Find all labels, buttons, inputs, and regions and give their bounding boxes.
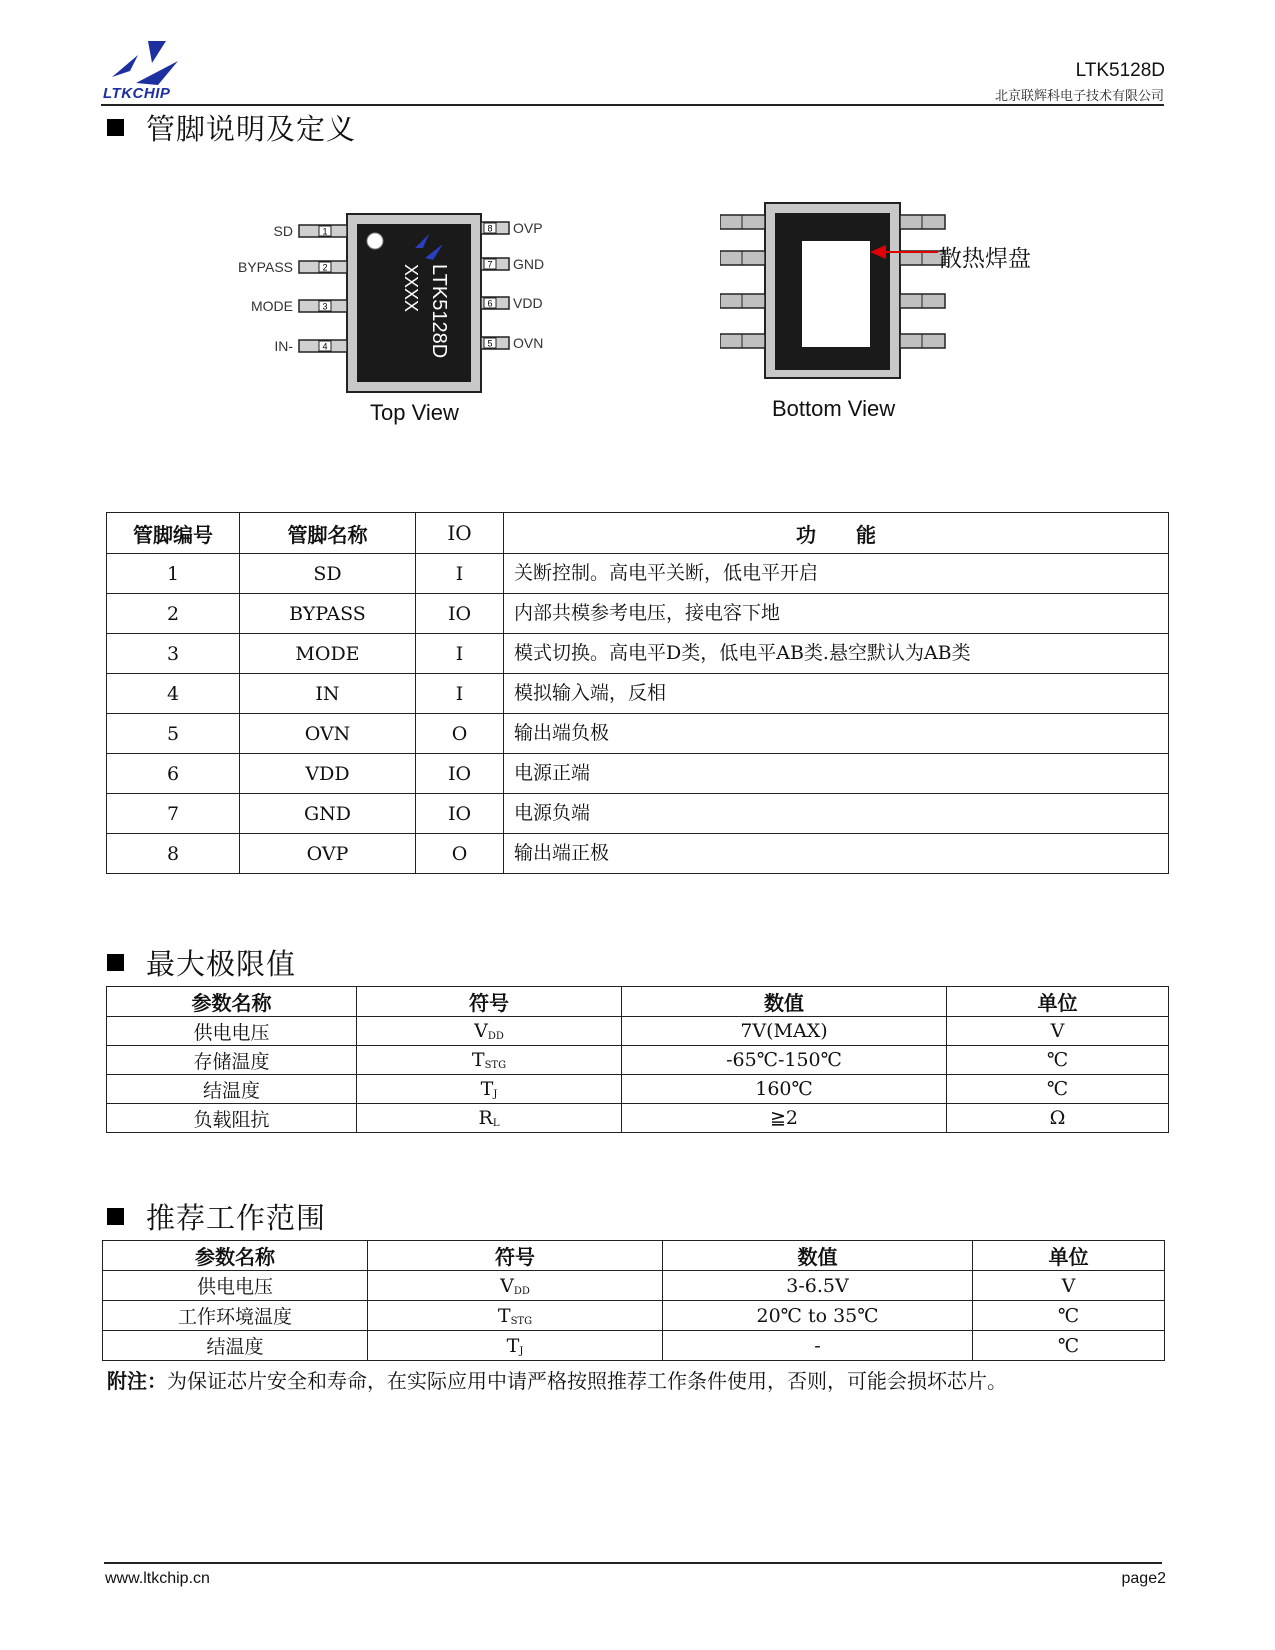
- unit: V: [973, 1271, 1165, 1301]
- symbol: [368, 1301, 663, 1331]
- left-pin-name: BYPASS: [238, 259, 293, 275]
- footer-url[interactable]: www.ltkchip.cn: [105, 1570, 210, 1587]
- pin-io: O: [416, 834, 504, 874]
- chip-marking: LTK5128D: [428, 264, 450, 359]
- symbol: [368, 1271, 663, 1301]
- section-title-abs-max: [107, 942, 296, 983]
- symbol-subscript: STG: [510, 1315, 533, 1327]
- symbol-subscript: DD: [487, 1031, 504, 1042]
- right-pin-name: VDD: [513, 295, 543, 311]
- unit: ℃: [947, 1075, 1169, 1104]
- pin-number: 5: [107, 714, 240, 754]
- abs-max-table: [106, 986, 1169, 1133]
- pin-table-header-row: [107, 513, 1169, 554]
- bottom-view-label: Bottom View: [772, 396, 896, 421]
- col-header-value: 数值: [622, 987, 947, 1017]
- thermal-pad: [802, 241, 870, 347]
- top-view-diagram: [235, 200, 565, 395]
- doc-title: LTK5128D: [1075, 60, 1165, 81]
- pin-number: 6: [107, 754, 240, 794]
- pin-name: OVP: [240, 834, 416, 874]
- table-row: [107, 754, 1169, 794]
- section-title-text: 推荐工作范围: [146, 1201, 327, 1235]
- col-header-value: 数值: [663, 1241, 973, 1271]
- left-pins: [238, 223, 347, 354]
- pin-function: 关断控制。高电平关断，低电平开启: [504, 554, 1169, 594]
- value: 160℃: [622, 1075, 947, 1104]
- pin-name: SD: [240, 554, 416, 594]
- left-pin-name: MODE: [251, 298, 293, 314]
- symbol-letter: V: [474, 1020, 488, 1042]
- rec-table-header-row: [103, 1241, 1165, 1271]
- pin-number: 4: [107, 674, 240, 714]
- right-pin-number: 5: [487, 338, 493, 349]
- col-header-symbol: 符号: [368, 1241, 663, 1271]
- table-row: [107, 714, 1169, 754]
- chip-code: XXXX: [401, 264, 421, 313]
- bullet-square-icon: [107, 119, 124, 136]
- pin-number: 3: [107, 634, 240, 674]
- right-pin-name: OVN: [513, 335, 544, 351]
- param-name: 供电电压: [107, 1017, 357, 1046]
- col-header-unit: 单位: [947, 987, 1169, 1017]
- section-title-text: 管脚说明及定义: [146, 112, 357, 146]
- pin-name: GND: [240, 794, 416, 834]
- pin-function: 模式切换。高电平D类，低电平AB类.悬空默认为AB类: [504, 634, 1169, 674]
- col-header-func: 功 能: [504, 513, 1169, 554]
- section-title-recommended: [107, 1196, 326, 1237]
- pin-function: 模拟输入端，反相: [504, 674, 1169, 714]
- table-row: [107, 594, 1169, 634]
- pin-number: 2: [107, 594, 240, 634]
- pin-name: VDD: [240, 754, 416, 794]
- col-header-param: 参数名称: [107, 987, 357, 1017]
- symbol-subscript: J: [519, 1345, 524, 1357]
- param-name: 存储温度: [107, 1046, 357, 1075]
- symbol-letter: T: [480, 1078, 494, 1100]
- symbol: [368, 1331, 663, 1361]
- col-header-symbol: 符号: [357, 987, 622, 1017]
- unit: ℃: [947, 1046, 1169, 1075]
- col-header-param: 参数名称: [103, 1241, 368, 1271]
- unit: V: [947, 1017, 1169, 1046]
- symbol-letter: T: [471, 1049, 485, 1071]
- col-header-name: 管脚名称: [240, 513, 416, 554]
- left-pin-name: IN-: [274, 338, 293, 354]
- pin-number: 1: [107, 554, 240, 594]
- param-name: 供电电压: [103, 1271, 368, 1301]
- value: 7V(MAX): [622, 1017, 947, 1046]
- symbol: [357, 1104, 622, 1133]
- right-pin-number: 6: [487, 298, 493, 309]
- pin-io: I: [416, 674, 504, 714]
- table-row: [103, 1331, 1165, 1361]
- pin1-dot-icon: [367, 233, 383, 249]
- pin-io: O: [416, 714, 504, 754]
- company-name: 北京联辉科电子技术有限公司: [994, 89, 1164, 104]
- col-header-io: IO: [416, 513, 504, 554]
- symbol-letter: V: [500, 1274, 514, 1297]
- value: 20℃ to 35℃: [663, 1301, 973, 1331]
- symbol-subscript: STG: [484, 1060, 507, 1071]
- section-title-pin-def: [107, 107, 356, 148]
- table-row: [107, 1104, 1169, 1133]
- symbol: [357, 1017, 622, 1046]
- table-row: [107, 1075, 1169, 1104]
- top-view-label: Top View: [370, 400, 459, 425]
- logo-text: LTKCHIP: [103, 85, 171, 102]
- symbol-subscript: L: [492, 1118, 500, 1129]
- col-header-num: 管脚编号: [107, 513, 240, 554]
- table-row: [107, 634, 1169, 674]
- table-row: [103, 1301, 1165, 1331]
- param-name: 结温度: [107, 1075, 357, 1104]
- note-label: 附注：: [107, 1369, 167, 1393]
- bullet-square-icon: [107, 1208, 124, 1225]
- symbol-letter: T: [506, 1334, 520, 1357]
- pin-io: I: [416, 554, 504, 594]
- symbol-subscript: DD: [513, 1285, 530, 1297]
- unit: ℃: [973, 1331, 1165, 1361]
- symbol-subscript: J: [493, 1089, 498, 1100]
- note-text: 为保证芯片安全和寿命，在实际应用中请严格按照推荐工作条件使用，否则，可能会损坏芯片。: [167, 1369, 1007, 1393]
- table-row: [107, 554, 1169, 594]
- value: ≧2: [622, 1104, 947, 1133]
- pin-table: [106, 512, 1169, 874]
- pin-number: 8: [107, 834, 240, 874]
- pin-io: IO: [416, 594, 504, 634]
- pin-function: 输出端负极: [504, 714, 1169, 754]
- table-row: [107, 834, 1169, 874]
- pin-name: MODE: [240, 634, 416, 674]
- value: -65℃-150℃: [622, 1046, 947, 1075]
- header-rule: [101, 104, 1164, 106]
- pin-name: OVN: [240, 714, 416, 754]
- section-title-text: 最大极限值: [146, 947, 297, 981]
- col-header-unit: 单位: [973, 1241, 1165, 1271]
- recommended-table: [102, 1240, 1165, 1361]
- left-pin-name: SD: [273, 223, 293, 239]
- unit: ℃: [973, 1301, 1165, 1331]
- symbol: [357, 1046, 622, 1075]
- pin-function: 内部共模参考电压，接电容下地: [504, 594, 1169, 634]
- table-row: [107, 1017, 1169, 1046]
- symbol-letter: T: [497, 1304, 511, 1327]
- value: 3-6.5V: [663, 1271, 973, 1301]
- symbol-letter: R: [478, 1107, 493, 1129]
- pin-number: 7: [107, 794, 240, 834]
- left-pin-number: 3: [322, 301, 328, 312]
- footer-page-number: page2: [1121, 1570, 1166, 1587]
- left-pin-number: 2: [322, 262, 328, 273]
- right-pins: [481, 220, 544, 351]
- table-row: [107, 674, 1169, 714]
- table-row: [107, 794, 1169, 834]
- abs-table-header-row: [107, 987, 1169, 1017]
- left-pin-number: 1: [322, 226, 328, 237]
- right-pin-number: 7: [487, 259, 493, 270]
- param-name: 工作环境温度: [103, 1301, 368, 1331]
- right-pin-name: GND: [513, 256, 545, 272]
- left-pin-number: 4: [322, 341, 328, 352]
- pin-function: 电源负端: [504, 794, 1169, 834]
- pin-function: 电源正端: [504, 754, 1169, 794]
- bullet-square-icon: [107, 954, 124, 971]
- pin-io: I: [416, 634, 504, 674]
- table-row: [103, 1271, 1165, 1301]
- table-row: [107, 1046, 1169, 1075]
- pin-io: IO: [416, 754, 504, 794]
- symbol: [357, 1075, 622, 1104]
- footer-rule: [104, 1562, 1162, 1564]
- right-pin-number: 8: [487, 223, 493, 234]
- pin-name: BYPASS: [240, 594, 416, 634]
- heat-pad-label: 散热焊盘: [939, 246, 1031, 272]
- unit: Ω: [947, 1104, 1169, 1133]
- bottom-view-diagram: [720, 195, 950, 390]
- pin-io: IO: [416, 794, 504, 834]
- pin-function: 输出端正极: [504, 834, 1169, 874]
- note: [107, 1365, 1007, 1394]
- right-pin-name: OVP: [513, 220, 543, 236]
- value: -: [663, 1331, 973, 1361]
- param-name: 结温度: [103, 1331, 368, 1361]
- pin-name: IN: [240, 674, 416, 714]
- param-name: 负载阻抗: [107, 1104, 357, 1133]
